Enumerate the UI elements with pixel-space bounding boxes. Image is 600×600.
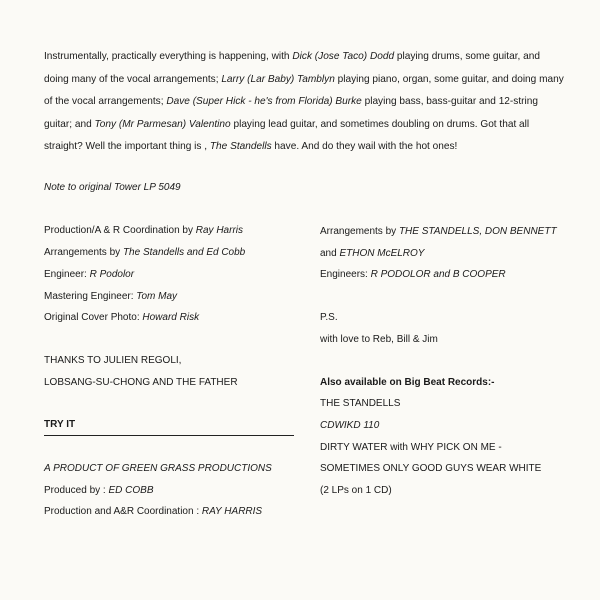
credit-production: Production/A & R Coordination by Ray Harris	[44, 225, 243, 236]
ps-label: P.S.	[320, 312, 338, 323]
intro-text-5: playing lead guitar, and sometimes doubling on drums. Got that all straight? Well the important thing is ,	[44, 118, 530, 152]
valentino-name: Tony (Mr Parmesan) Valentino	[94, 118, 231, 130]
standells-name: The Standells	[209, 141, 272, 152]
tamblyn-name: Larry (Lar Baby) Tamblyn	[221, 73, 335, 85]
intro-text-1: Instrumentally, practically everything is happening, with	[44, 51, 293, 62]
right-engineers: Engineers: R PODOLOR and B COOPER	[320, 269, 506, 280]
thanks-line-1: THANKS TO JULIEN REGOLI,	[44, 355, 182, 366]
right-arrangements: Arrangements by THE STANDELLS, DON BENNETT	[320, 226, 557, 237]
also-available-artist: THE STANDELLS	[320, 398, 401, 409]
credit-engineer: Engineer: R Podolor	[44, 269, 135, 280]
also-available-heading: Also available on Big Beat Records:-	[320, 377, 495, 388]
also-available-format: (2 LPs on 1 CD)	[320, 485, 392, 496]
production-coordination: Production and A&R Coordination : RAY HARRIS	[44, 506, 263, 517]
credit-cover-photo: Original Cover Photo: Howard Risk	[44, 312, 200, 323]
also-available-titles-2: SOMETIMES ONLY GOOD GUYS WEAR WHITE	[320, 463, 542, 474]
intro-text-6: have. And do they wail with the hot ones!	[271, 141, 458, 152]
try-it-heading: TRY IT	[44, 419, 76, 430]
section-divider	[44, 435, 294, 436]
original-note: Note to original Tower LP 5049	[44, 182, 181, 193]
thanks-line-2: LOBSANG-SU-CHONG AND THE FATHER	[44, 377, 238, 388]
produced-by: Produced by : ED COBB	[44, 485, 154, 496]
also-available-catalog: CDWIKD 110	[320, 420, 380, 431]
intro-text-2: playing drums, some guitar, and doing many of the vocal arrangements;	[44, 51, 540, 85]
product-line: A PRODUCT OF GREEN GRASS PRODUCTIONS	[44, 463, 272, 474]
dodd-name: Dick (Jose Taco) Dodd	[292, 51, 395, 62]
intro-paragraph	[44, 46, 564, 159]
burke-name: Dave (Super Hick - he's from Florida) Burke	[166, 96, 362, 107]
intro-text-4: playing bass, bass-guitar and 12-string guitar; and	[44, 96, 538, 130]
intro-text-3: playing piano, organ, some guitar, and doing many of the vocal arrangements;	[44, 73, 564, 107]
credit-mastering: Mastering Engineer: Tom May	[44, 291, 178, 302]
also-available-titles-1: DIRTY WATER with WHY PICK ON ME -	[320, 442, 502, 453]
right-arrangements-cont: and ETHON McELROY	[320, 248, 425, 259]
ps-text: with love to Reb, Bill & Jim	[320, 334, 438, 345]
credit-arrangements: Arrangements by The Standells and Ed Cobb	[44, 247, 246, 258]
